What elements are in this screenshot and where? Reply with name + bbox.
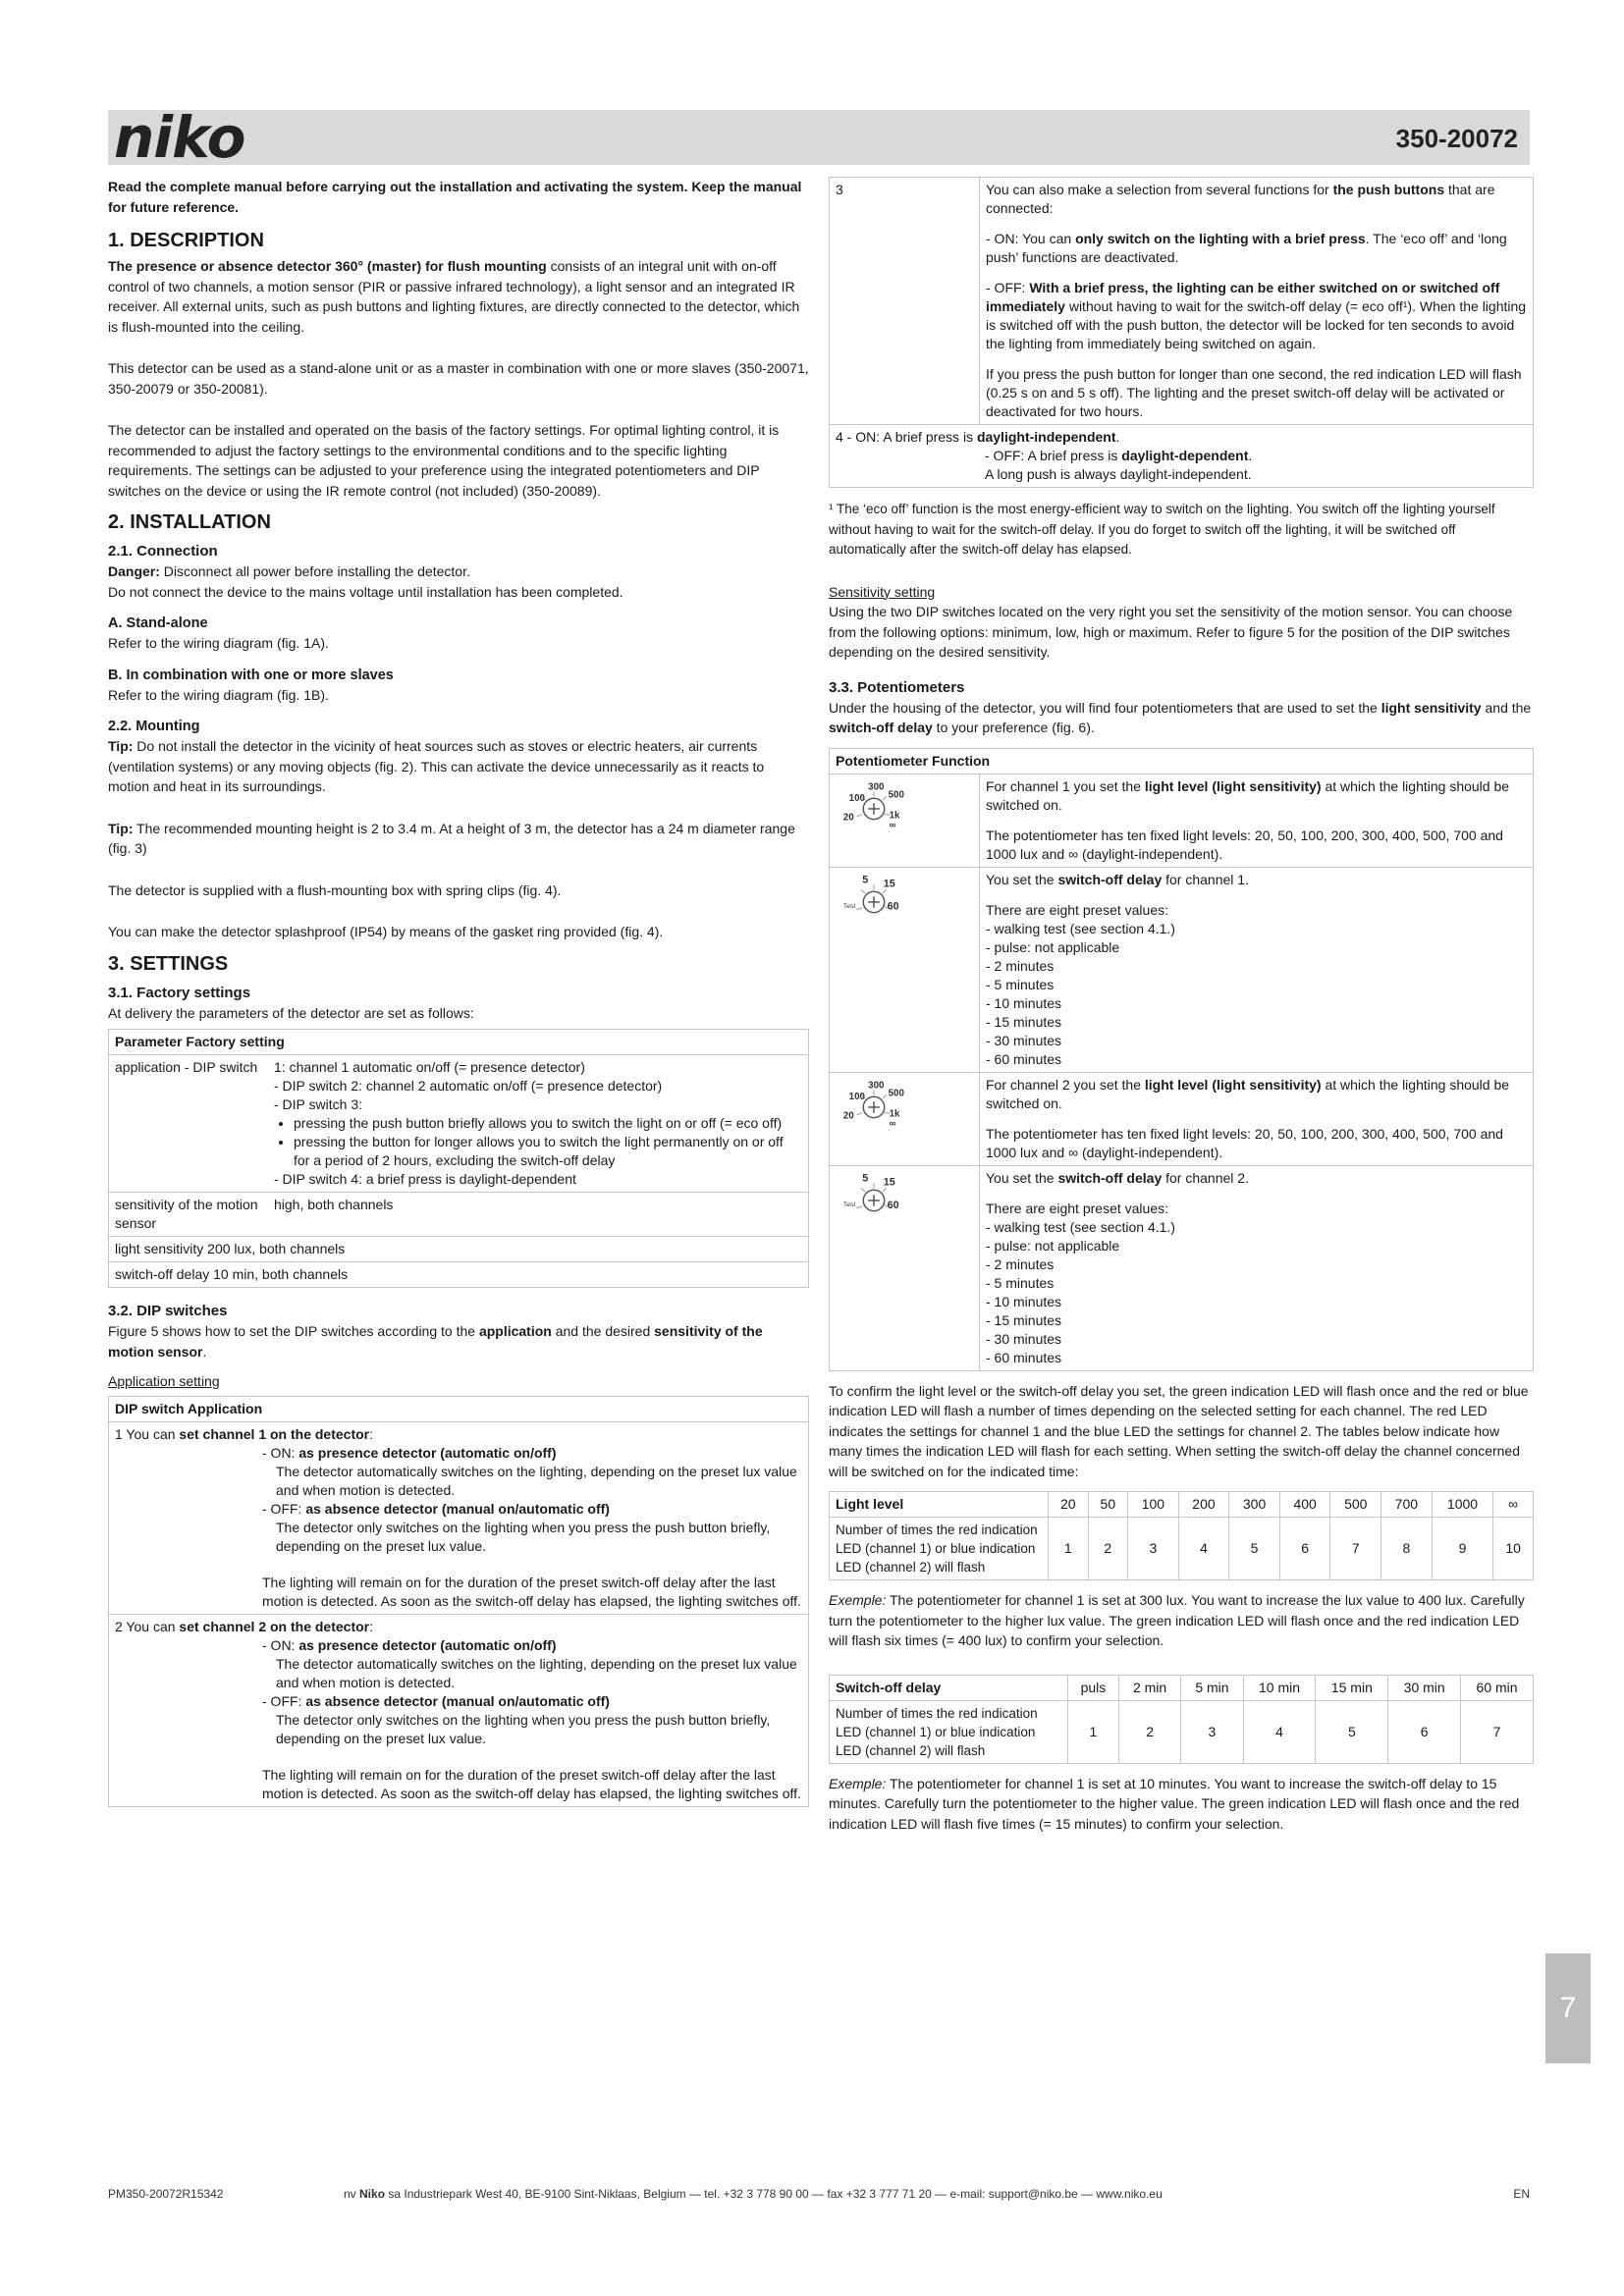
svg-text:500: 500 [888,1087,904,1098]
tip-2: Tip: The recommended mounting height is 2 to 3.4 m. At a height of 3 m, the detector has a 24 m diameter range (fig. 3) [108,820,795,856]
switch-off-delay-table: Switch-off delay puls 2 min 5 min 10 min 15 min 30 min 60 min Number of times the red indication LED (channel 1) or blue indication LED (channel 2) will flash 1 2 3 4 5 6 7 [829,1675,1534,1764]
danger-note-2: Do not connect the device to the mains voltage until installation has been completed. [108,583,623,600]
sensitivity-setting-label: Sensitivity setting [829,583,936,600]
svg-text:Test: Test [842,902,856,910]
light-level-table: Light level 20 50 100 200 300 400 500 700 1000 ∞ Number of times the red indication LED (channel 1) or blue indication LED (channel 2) will flash 1 2 3 4 5 6 7 8 9 10 [829,1491,1534,1580]
section-description-title: 1. DESCRIPTION [108,230,264,251]
svg-text:∞: ∞ [889,1117,896,1129]
table-row: application - DIP switch 1: channel 1 automatic on/off (= presence detector) - DIP switch 2: channel 2 automatic on/off (= presence detector) - DIP switch 3: • pressing the push button briefly allows you to switch the light on or off (= eco off) • pressing the button for longer allows you to switch the light permanently on or off for a period of 2 hours, excluding the switch-off delay - DIP switch 4: a brief press is daylight-dependent [109,1055,809,1193]
document-number: 350-20072 [1395,124,1518,153]
eco-off-footnote: ¹ The ‘eco off’ function is the most energy-efficient way to switch on the lighting. You switch off the lighting yourself without having to wait for the switch-off delay. If you do forget to switch off the lighting, it will be switched off automatically after the switch-off delay has elapsed. [829,502,1495,557]
dip-switches-title: 3.2. DIP switches [108,1303,228,1319]
table-row: 3 You can also make a selection from several functions for the push buttons that are connected: - ON: You can only switch on the lighting with a brief press. The ‘eco off’ and ‘long push’ functions are deactivated. - OFF: With a brief press, the lighting can be either switched on or switched off immediately without having to wait for the switch-off delay (= eco off¹). When the lighting is switched off with the push button, the detector will be locked for ten seconds to avoid the lighting from immediately being switched on again. If you press the push button for longer than one second, the red indication LED will flash (0.25 s on and 5 s off). The lighting and the preset switch-off delay will be activated or deactivated for two hours. [830,178,1534,425]
potentiometer-table [829,748,1534,1371]
dip-application-table [108,1396,809,1807]
svg-text:20: 20 [842,812,854,824]
slaves-text: Refer to the wiring diagram (fig. 1B). [108,686,329,703]
confirm-text: To confirm the light level or the switch-off delay you set, the green indication LED will flash once and the red or blue indication LED will flash a number of times depending on the selected setting for each channel. The red LED indicates the settings for channel 1 and the blue LED the settings for channel 2. The tables below indicate how many times the indication LED will flash for each setting. When setting the switch-off delay the channel concerned will be switched on for the indicated time: [829,1382,1529,1479]
connection-title: 2.1. Connection [108,543,218,560]
right-column [829,177,1534,1843]
svg-text:Test: Test [842,1201,856,1208]
intro-text: Read the complete manual before carrying out the installation and activating the system. Keep the manual for future reference. [108,179,802,215]
example-2: Exemple: The potentiometer for channel 1 is set at 10 minutes. You want to increase the switch-off delay to 15 minutes. Carefully turn the potentiometer to the higher value. The green indication LED will flash once and the red indication LED will flash five times (= 15 minutes) to confirm your selection. [829,1775,1520,1832]
svg-text:∞: ∞ [889,819,896,830]
sensitivity-setting-text: Using the two DIP switches located on the very right you set the sensitivity of the motion sensor. You can choose from the following options: minimum, low, high or maximum. Refer to figure 5 for the position of the DIP switches depending on the desired sensitivity. [829,604,1513,660]
page-header [108,104,1530,171]
description-paragraph-1: The presence or absence detector 360° (master) for flush mounting consists of an integral unit with on-off control of two channels, a motion sensor (PIR or passive infrared technology), a light sensor and an integrated IR receiver. All external units, such as push buttons and lighting fixtures, are directly connected to the detector, which is flush-mounted into the ceiling. [108,258,800,335]
language-code: EN [1513,2187,1530,2201]
svg-text:5: 5 [862,1171,869,1184]
factory-table-header: Parameter Factory setting [109,1030,809,1055]
document-code: PM350-20072R15342 [108,2187,224,2201]
svg-text:300: 300 [868,780,885,792]
description-paragraph-3: The detector can be installed and operated on the basis of the factory settings. For optimal lighting control, it is recommended to adjust the factory settings to the environmental conditions and to the specific lighting requirements. The settings can be adjusted to your preference using the integrated potentiometers and DIP switches on the device or using the IR remote control (not included) (350-20089). [108,422,780,499]
mounting-title: 2.2. Mounting [108,719,200,734]
page-number-tab: 7 [1545,1953,1591,2063]
svg-text:5: 5 [862,873,869,885]
svg-text:15: 15 [883,877,895,889]
table-row: 2 You can set channel 2 on the detector: - ON: as presence detector (automatic on/off) The detector automatically switches on the lighting, depending on the preset lux value and when motion is detected. - OFF: as absence detector (manual on/automatic off) The detector only switches on the lighting when you press the push button briefly, depending on the preset lux value. The lighting will remain on for the duration of the preset switch-off delay after the last motion is detected. As soon as the switch-off delay has elapsed, the lighting switches off. [109,1614,809,1806]
table-row: 300 100 500 20 1k ∞ For channel 1 you set the light level (light sensitivity) at which the lighting should be switched on. The potentiometer has ten fixed light levels: 20, 50, 100, 200, 300, 400, 500, 700 and 1000 lux and ∞ (daylight-independent). [830,774,1534,867]
stand-alone-title: A. Stand-alone [108,615,208,631]
factory-settings-title: 3.1. Factory settings [108,984,251,1001]
mounting-box-text: The detector is supplied with a flush-mounting box with spring clips (fig. 4). [108,881,562,898]
potentiometer-table-header: Potentiometer Function [830,748,1534,774]
dip-switches-text: Figure 5 shows how to set the DIP switches according to the application and the desired sensitivity of the motion sensor. [108,1323,763,1360]
factory-settings-text: At delivery the parameters of the detector are set as follows: [108,1004,474,1021]
application-setting-label: Application setting [108,1373,220,1389]
table-row: switch-off delay 10 min, both channels [109,1262,809,1288]
svg-text:100: 100 [848,792,865,804]
section-installation-title: 2. INSTALLATION [108,511,271,533]
slaves-title: B. In combination with one or more slaves [108,667,394,683]
svg-text:1k: 1k [889,1108,900,1120]
left-column [108,177,809,1807]
svg-text:1k: 1k [889,810,900,822]
splashproof-text: You can make the detector splashproof (IP54) by means of the gasket ring provided (fig. 4). [108,924,664,939]
svg-text:300: 300 [868,1079,885,1091]
svg-text:15: 15 [883,1175,895,1188]
svg-text:100: 100 [848,1091,865,1102]
stand-alone-text: Refer to the wiring diagram (fig. 1A). [108,635,329,651]
company-info: nv Niko sa Industriepark West 40, BE-9100 Sint-Niklaas, Belgium — tel. +32 3 778 90 00 — fax +32 3 777 71 20 — e-mail: support@niko.be — www.niko.eu [344,2187,1163,2201]
dip3-4-table [829,177,1534,488]
danger-note: Danger: Disconnect all power before installing the detector. [108,563,470,579]
svg-text:60: 60 [887,1199,899,1211]
table-row: sensitivity of the motion sensor high, both channels [109,1193,809,1237]
potentiometers-title: 3.3. Potentiometers [829,678,965,696]
tip-1: Tip: Do not install the detector in the vicinity of heat sources such as stoves or electric heaters, air currents (ventilation systems) or any moving objects (fig. 2). This can activate the device unnecessarily as it reacts to motion and heat in its surroundings. [108,738,765,794]
potentiometers-text: Under the housing of the detector, you will find four potentiometers that are used to set the light sensitivity and the switch-off delay to your preference (fig. 6). [829,699,1532,735]
table-row: 300 100 500 20 1k ∞ For channel 2 you set the light level (light sensitivity) at which the lighting should be switched on. The potentiometer has ten fixed light levels: 20, 50, 100, 200, 300, 400, 500, 700 and 1000 lux and ∞ (daylight-independent). [830,1072,1534,1165]
svg-text:60: 60 [887,900,899,913]
table-row: 1 You can set channel 1 on the detector: - ON: as presence detector (automatic on/off) The detector automatically switches on the lighting, depending on the preset lux value and when motion is detected. - OFF: as absence detector (manual on/automatic off) The detector only switches on the lighting when you press the push button briefly, depending on the preset lux value. The lighting will remain on for the duration of the preset switch-off delay after the last motion is detected. As soon as the switch-off delay has elapsed, the lighting switches off. [109,1421,809,1614]
table-row: Number of times the red indication LED (channel 1) or blue indication LED (channel 2) will flash 1 2 3 4 5 6 7 8 9 10 [830,1518,1534,1580]
factory-settings-table [108,1029,809,1288]
svg-text:500: 500 [888,788,904,800]
table-row: 5 15 Test 60 You set the switch-off delay for channel 2. There are eight preset values: - walking test (see section 4.1.) - pulse: not applicable - 2 minutes - 5 minutes - 10 minutes - 15 minutes - 30 minutes - 60 minutes [830,1165,1534,1370]
table-row: 5 15 Test 60 You set the switch-off delay for channel 1. There are eight preset values: - walking test (see section 4.1.) - pulse: not applicable - 2 minutes - 5 minutes - 10 minutes - 15 minutes - 30 minutes - 60 minutes [830,867,1534,1072]
table-row: light sensitivity 200 lux, both channels [109,1237,809,1262]
niko-logo: niko [114,104,245,171]
section-settings-title: 3. SETTINGS [108,952,229,975]
svg-text:20: 20 [842,1110,854,1122]
dip-table-header: DIP switch Application [109,1396,809,1421]
switch-off-delay-dial-icon [836,1169,912,1228]
light-level-dial-icon [836,1076,912,1135]
example-1: Exemple: The potentiometer for channel 1 is set at 300 lux. You want to increase the lux value to 400 lux. Carefully turn the potentiometer to the higher lux value. The green indication LED will flash once and the red indication LED will flash six times (= 400 lux) to confirm your selection. [829,1592,1525,1648]
light-level-dial-icon [836,777,912,836]
table-row: Number of times the red indication LED (channel 1) or blue indication LED (channel 2) will flash 1 2 3 4 5 6 7 [830,1700,1534,1763]
switch-off-delay-dial-icon [836,871,912,930]
description-paragraph-2: This detector can be used as a stand-alone unit or as a master in combination with one or more slaves (350-20071, 350-20079 or 350-20081). [108,360,809,397]
table-row: 4 - ON: A brief press is daylight-independent. - OFF: A brief press is daylight-dependent. A long push is always daylight-independent. [830,425,1534,488]
